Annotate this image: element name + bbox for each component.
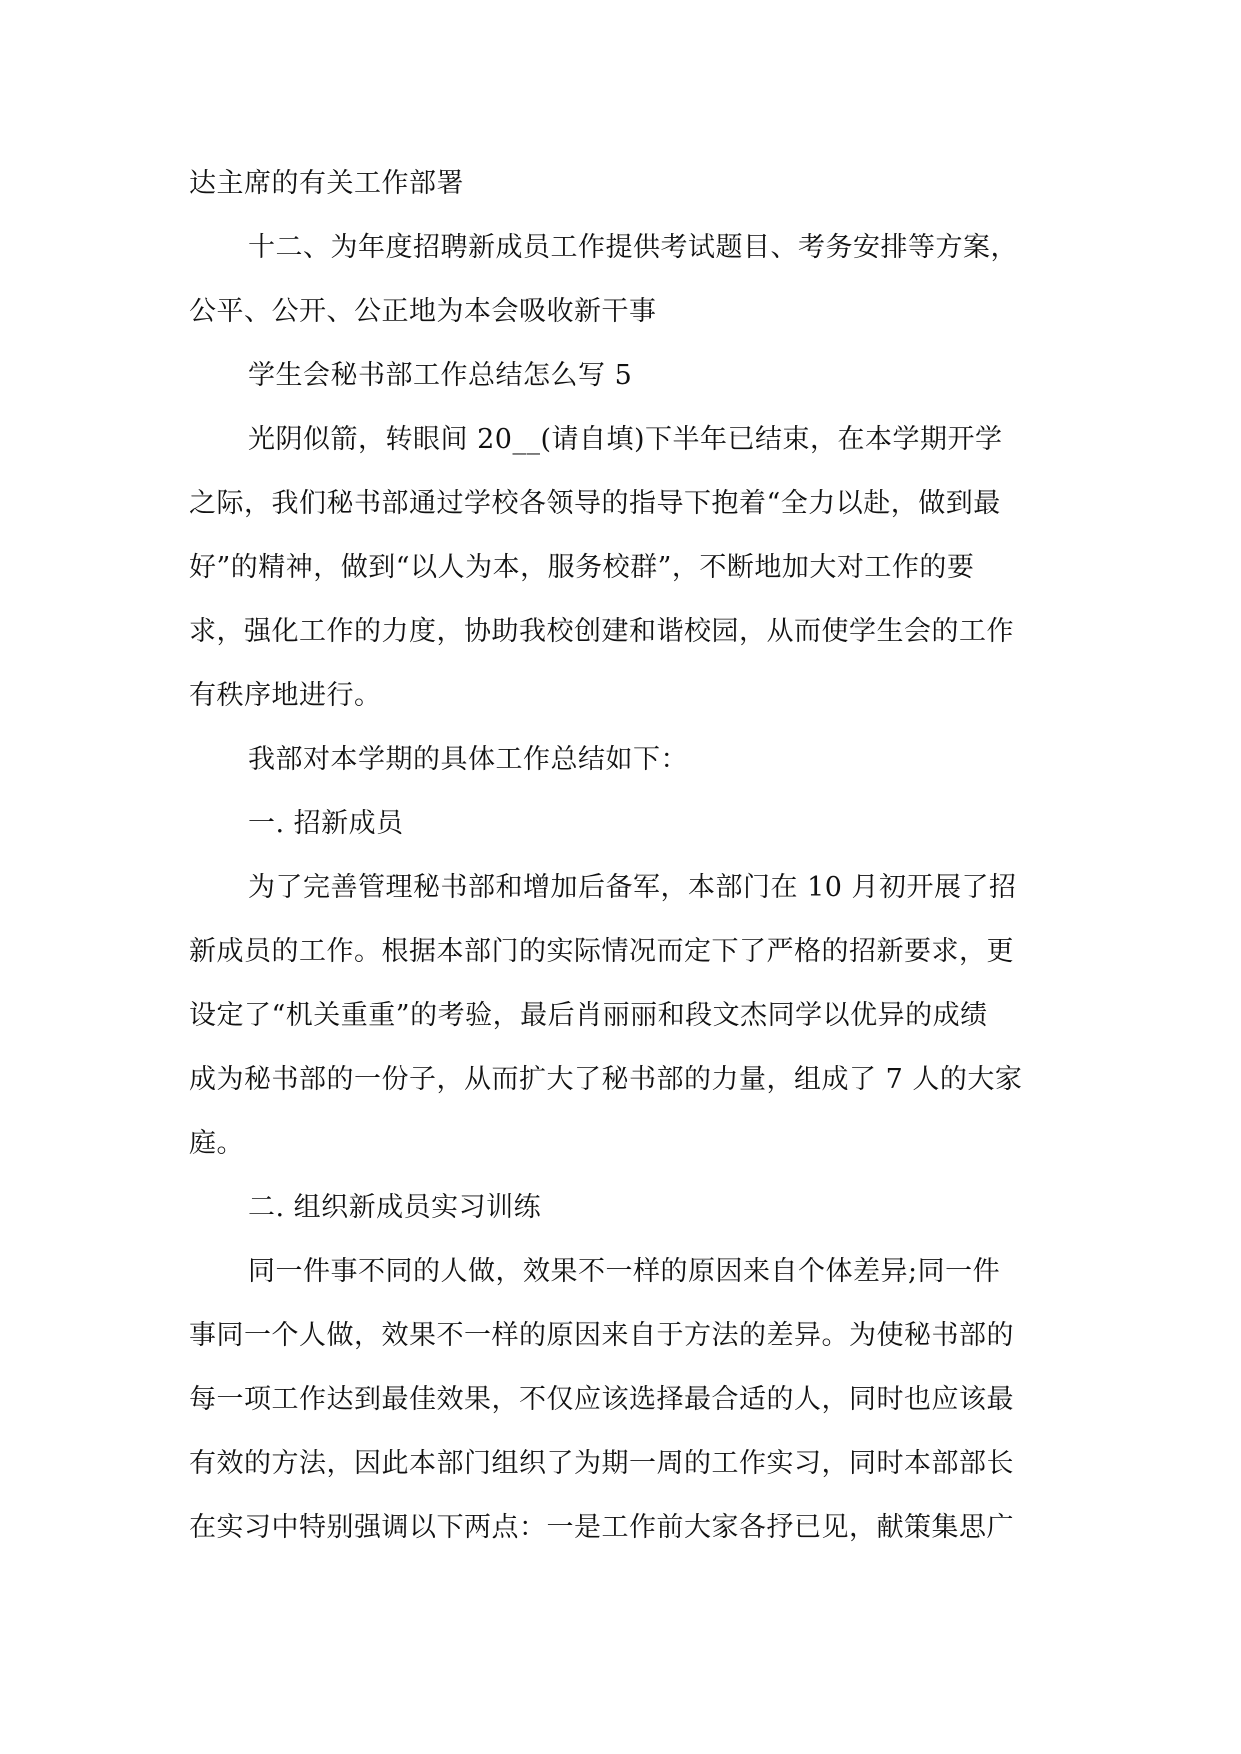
text-line: 事同一个人做，效果不一样的原因来自于方法的差异。为使秘书部的 — [189, 1320, 1014, 1351]
text-line: 我部对本学期的具体工作总结如下： — [248, 744, 688, 775]
text-line: 在实习中特别强调以下两点：一是工作前大家各抒已见，献策集思广 — [189, 1512, 1014, 1543]
section-heading: 学生会秘书部工作总结怎么写 5 — [248, 360, 633, 391]
subsection-heading: 一. 招新成员 — [248, 808, 404, 839]
text-line: 有秩序地进行。 — [189, 680, 382, 711]
text-line: 求，强化工作的力度，协助我校创建和谐校园，从而使学生会的工作 — [189, 616, 1014, 647]
text-line: 光阴似箭，转眼间 20__(请自填)下半年已结束，在本学期开学 — [248, 424, 1003, 455]
text-line: 达主席的有关工作部署 — [189, 168, 464, 199]
text-line: 庭。 — [189, 1128, 244, 1159]
text-line: 好”的精神，做到“以人为本，服务校群”，不断地加大对工作的要 — [189, 552, 975, 583]
text-line: 公平、公开、公正地为本会吸收新干事 — [189, 296, 657, 327]
text-line: 新成员的工作。根据本部门的实际情况而定下了严格的招新要求，更 — [189, 936, 1014, 967]
text-line: 设定了“机关重重”的考验，最后肖丽丽和段文杰同学以优异的成绩 — [189, 1000, 988, 1031]
text-line: 成为秘书部的一份子，从而扩大了秘书部的力量，组成了 7 人的大家 — [189, 1064, 1023, 1095]
text-line: 同一件事不同的人做，效果不一样的原因来自个体差异;同一件 — [248, 1256, 1001, 1287]
text-line: 每一项工作达到最佳效果，不仅应该选择最合适的人，同时也应该最 — [189, 1384, 1014, 1415]
text-line: 为了完善管理秘书部和增加后备军，本部门在 10 月初开展了招 — [248, 872, 1017, 903]
subsection-heading: 二. 组织新成员实习训练 — [248, 1192, 542, 1223]
text-line: 十二、为年度招聘新成员工作提供考试题目、考务安排等方案， — [248, 232, 1018, 263]
text-line: 有效的方法，因此本部门组织了为期一周的工作实习，同时本部部长 — [189, 1448, 1014, 1479]
text-line: 之际，我们秘书部通过学校各领导的指导下抱着“全力以赴，做到最 — [189, 488, 1001, 519]
